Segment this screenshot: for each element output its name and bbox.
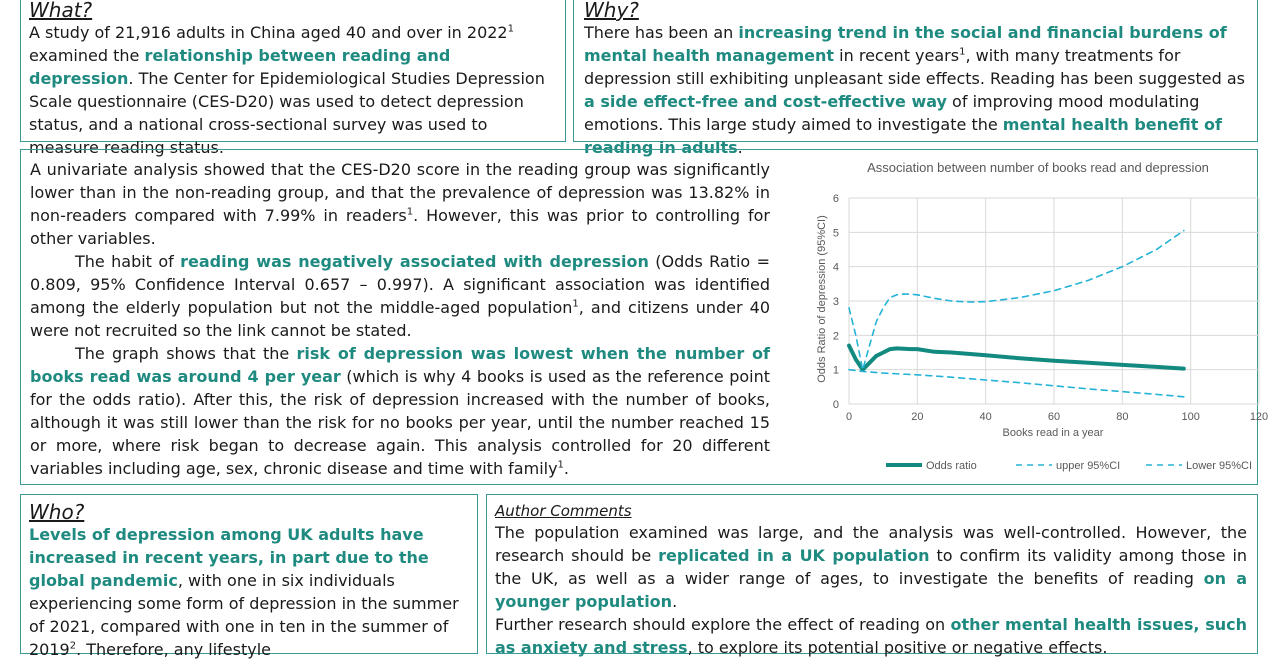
reference-superscript: 1 [406,206,414,218]
why-highlight-2: a side effect-free and cost-effective way [584,92,947,111]
what-section [20,0,566,157]
chart-grid [849,198,1259,404]
x-tick-label: 40 [979,411,992,423]
y-tick-label: 0 [832,399,839,411]
why-text-3: , with many treatments for depression still exhibiting unpleasant side effects. Reading has been suggested as [584,46,1245,88]
what-text-2: examined the [29,46,145,65]
books-depression-chart [791,156,1269,478]
author-comments-paragraph-2 [495,613,1247,659]
author-text-5: , to explore its potential positive or negative effects. [687,638,1108,657]
chart-legend [886,460,1252,472]
what-highlight: relationship between reading and depression [29,46,451,88]
chart-series [849,231,1184,397]
author-text-4: Further research should explore the effect of reading on [495,615,951,634]
reference-superscript: 1 [572,298,579,310]
x-tick-label: 0 [845,411,853,423]
reference-superscript: 1 [557,459,564,471]
what-text-3: . The Center for Epidemiological Studies Depression Scale questionnaire (CES-D20) was used to detect depression status, and a national cross-sectional survey was used to measure reading status. [29,69,545,157]
why-text-1: There has been an [584,23,739,42]
y-tick-label: 3 [832,296,839,308]
p2-highlight: reading was negatively associated with depression [180,252,649,271]
what-text-1: A study of 21,916 adults in China aged 40 and over in 2022 [29,23,508,42]
why-text-5: . [737,138,743,157]
author-comments-heading: Author Comments [495,502,632,520]
x-tick-label: 120 [1249,411,1269,423]
who-text-1: , with one in six individuals experiencing some form of depression in the summer of 2021, compared with one in ten in the summer of 2019 [29,571,459,659]
who-text-2: . Therefore, any lifestyle [76,640,271,659]
x-tick-label: 80 [1116,411,1129,423]
who-heading: Who? [29,500,85,524]
reference-superscript: 2 [69,640,77,652]
y-tick-label: 1 [832,364,839,377]
what-body [29,21,555,159]
y-tick-label: 4 [832,261,839,274]
author-text-3: . [672,592,678,611]
legend-label: Lower 95%CI [1186,460,1253,472]
p3-text-1: The graph shows that the [75,344,297,363]
p3-text-2: (which is why 4 books is used as the reference point for the odds ratio). After this, the risk of depression increased with the number of books, although it was still lower than the risk for no books per year, until the number reached 15 or more, where risk began to decrease again. This analysis controlled for 20 different variables including age, sex, chronic disease and time with family [30,367,771,478]
chart-title: Association between number of books read and depression [867,160,1209,175]
author-comments-section [486,494,1258,657]
p2-text-2: (Odds Ratio = 0.809, 95% Confidence Interval 0.657 – 0.997). A significant association was identified among the elderly population but not the middle-aged population [30,252,771,317]
who-body [29,523,469,661]
y-tick-label: 6 [832,193,839,205]
p1-text-1: A univariate analysis showed that the CES-D20 score in the reading group was significantly lower than in the non-reading group, and that the prevalence of depression was 13.82% in non-readers compared with 7.99% in readers [30,160,770,225]
author-highlight-1: replicated in a UK population [658,546,930,565]
x-tick-label: 20 [911,411,924,423]
reference-superscript: 1 [507,23,514,35]
series-line-lower-95-ci [849,370,1184,397]
p3-text-3: . [563,459,570,478]
why-highlight-3: mental health benefit of reading in adults [584,115,1222,157]
why-section [573,0,1258,157]
y-axis-label: Odds Ratio of depression (95%CI) [816,215,828,383]
author-text-2: to confirm its validity among those in the UK, as well as a wider range of ages, to investigate the benefits of reading [495,546,1248,588]
why-text-2: in recent years [834,46,960,65]
what-heading: What? [29,0,93,22]
author-comments-paragraph-1 [495,521,1247,613]
p2-text-3: , and citizens under 40 were not recruited so the link cannot be stated. [30,298,770,340]
p1-text-2: . However, this was prior to controlling for other variables. [30,206,770,248]
author-text-1: The population examined was large, and the analysis was well-controlled. However, the research should be [495,523,1247,565]
why-text-4: of improving mood modulating emotions. This large study aimed to investigate the [584,92,1200,134]
who-highlight: Levels of depression among UK adults have increased in recent years, in part due to the global pandemic [29,525,429,590]
author-highlight-2: on a younger population [495,569,1248,611]
x-tick-label: 100 [1181,411,1200,423]
y-tick-label: 2 [832,330,839,343]
results-section [20,149,1269,485]
why-body [584,21,1247,159]
p2-text-1: The habit of [75,252,181,271]
y-tick-label: 5 [832,227,839,240]
results-paragraph-2 [30,250,770,342]
x-axis-label: Books read in a year [1002,427,1104,439]
series-line-odds-ratio [849,346,1184,370]
p3-highlight: risk of depression was lowest when the number of books read was around 4 per year [30,344,770,386]
results-paragraph-1 [30,158,770,250]
who-section [20,494,478,659]
reference-superscript: 1 [959,46,966,58]
results-paragraph-3 [30,342,770,480]
legend-label: upper 95%CI [1056,460,1121,472]
why-highlight-1: increasing trend in the social and financial burdens of mental health management [584,23,1227,65]
results-text [30,158,770,480]
author-highlight-3: other mental health issues, such as anxiety and stress [495,615,1247,657]
legend-label: Odds ratio [926,460,977,472]
x-tick-label: 60 [1047,411,1061,423]
chart-ticks [833,193,1268,423]
why-heading: Why? [584,0,639,22]
